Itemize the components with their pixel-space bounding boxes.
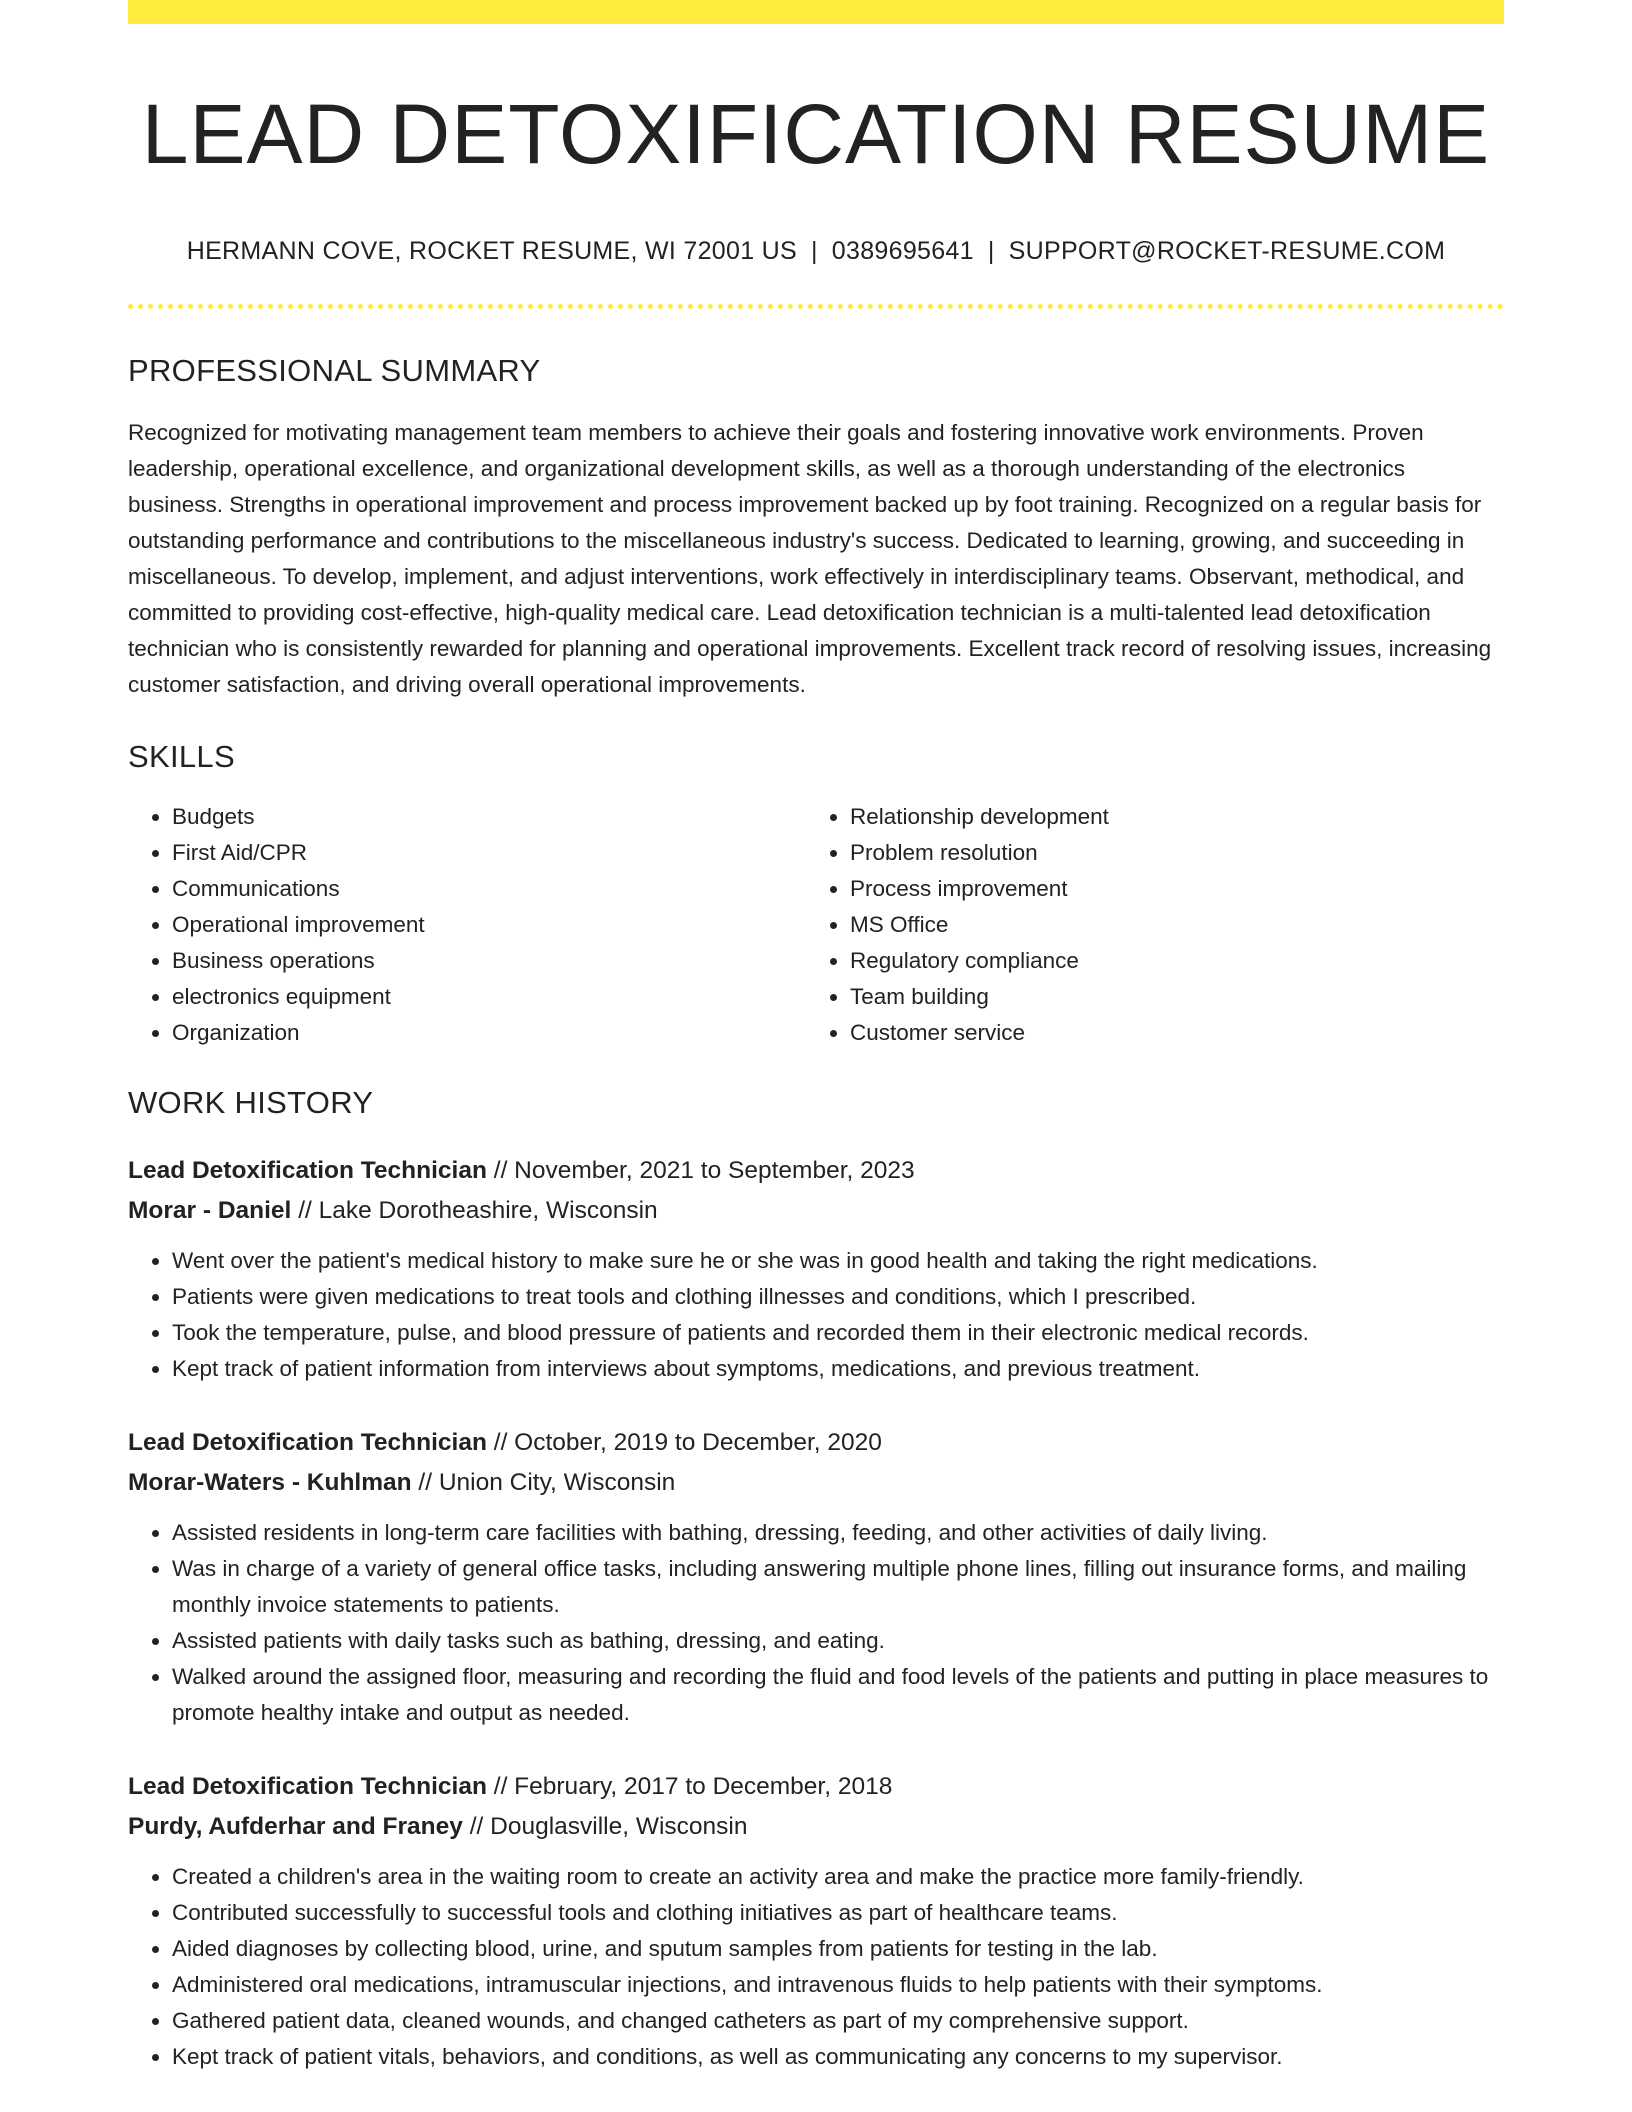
job-entry (128, 1423, 1504, 1731)
job-title: Lead Detoxification Technician (128, 1772, 487, 1800)
job-bullet: • Went over the patient's medical history to make sure he or she was in good health and taking the right medications. (172, 1243, 1504, 1279)
job-bullet: • Administered oral medications, intramuscular injections, and intravenous fluids to help patients with their symptoms. (172, 1967, 1504, 2003)
summary-heading: PROFESSIONAL SUMMARY (128, 352, 541, 388)
job-entry (128, 1151, 1504, 1387)
skill-item: • Regulatory compliance (850, 943, 1484, 979)
job-company: Purdy, Aufderhar and Franey (128, 1812, 463, 1840)
skill-item: • Budgets (172, 799, 806, 835)
summary-text: Recognized for motivating management team members to achieve their goals and fostering innovative work environments. Proven leadership, operational excellence, and organizational development skills, as well as a thorough understanding of the electronics business. Strengths in operational improvement and process improvement backed up by foot training. Recognized on a regular basis for outstanding performance and contributions to the miscellaneous industry's success. Dedicated to learning, growing, and succeeding in miscellaneous. To develop, implement, and adjust interventions, work effectively in interdisciplinary teams. Observant, methodical, and committed to providing cost-effective, high-quality medical care. Lead detoxification technician is a multi-talented lead detoxification technician who is consistently rewarded for planning and operational improvements. Excellent track record of resolving issues, increasing customer satisfaction, and driving overall operational improvements. (128, 419, 1492, 697)
job-dates: // October, 2019 to December, 2020 (493, 1428, 882, 1456)
resume-content (128, 0, 1504, 2075)
skill-item: • Process improvement (850, 871, 1484, 907)
job-company-line (128, 1463, 1504, 1503)
skill-item: • First Aid/CPR (172, 835, 806, 871)
job-bullet: • Contributed successfully to successful tools and clothing initiatives as part of healthcare teams. (172, 1895, 1504, 1931)
skills-column-left (128, 799, 806, 1051)
job-bullet: • Created a children's area in the waiting room to create an activity area and make the practice more family-friendly. (172, 1859, 1504, 1895)
skill-item: • Team building (850, 979, 1484, 1015)
skill-item: • Organization (172, 1015, 806, 1051)
job-company: Morar-Waters - Kuhlman (128, 1468, 412, 1496)
job-title-line (128, 1151, 1504, 1191)
job-bullet: • Walked around the assigned floor, measuring and recording the fluid and food levels of the patients and putting in place measures to promote healthy intake and output as needed. (172, 1659, 1504, 1731)
skill-item: • Business operations (172, 943, 806, 979)
dotted-divider (128, 304, 1504, 309)
contact-address: HERMANN COVE, ROCKET RESUME, WI 72001 US (186, 236, 797, 265)
skills-heading: SKILLS (128, 738, 235, 774)
job-bullet: • Patients were given medications to treat tools and clothing illnesses and conditions, which I prescribed. (172, 1279, 1504, 1315)
job-title: Lead Detoxification Technician (128, 1156, 487, 1184)
job-bullet: • Took the temperature, pulse, and blood pressure of patients and recorded them in their electronic medical records. (172, 1315, 1504, 1351)
skill-item: • electronics equipment (172, 979, 806, 1015)
top-accent-bar (128, 0, 1504, 24)
contact-email: SUPPORT@ROCKET-RESUME.COM (1008, 236, 1446, 265)
job-company-line (128, 1191, 1504, 1231)
skill-item: • MS Office (850, 907, 1484, 943)
job-bullets (128, 1859, 1504, 2075)
skills-column-right (806, 799, 1484, 1051)
job-company-line (128, 1807, 1504, 1847)
job-bullet: • Kept track of patient vitals, behaviors, and conditions, as well as communicating any concerns to my supervisor. (172, 2039, 1504, 2075)
contact-phone: 0389695641 (831, 236, 974, 265)
job-location: // Union City, Wisconsin (418, 1468, 676, 1496)
job-bullet: • Aided diagnoses by collecting blood, urine, and sputum samples from patients for testing in the lab. (172, 1931, 1504, 1967)
resume-title: LEAD DETOXIFICATION RESUME (141, 87, 1491, 181)
job-bullets (128, 1515, 1504, 1731)
contact-separator: | (987, 236, 995, 265)
skill-item: • Relationship development (850, 799, 1484, 835)
skill-item: • Communications (172, 871, 806, 907)
job-company: Morar - Daniel (128, 1196, 292, 1224)
job-bullet: • Assisted patients with daily tasks such as bathing, dressing, and eating. (172, 1623, 1504, 1659)
job-title-line (128, 1423, 1504, 1463)
job-location: // Lake Dorotheashire, Wisconsin (298, 1196, 658, 1224)
job-bullet: • Was in charge of a variety of general office tasks, including answering multiple phone lines, filling out insurance forms, and mailing monthly invoice statements to patients. (172, 1551, 1504, 1623)
work-history-heading: WORK HISTORY (128, 1084, 374, 1120)
job-dates: // November, 2021 to September, 2023 (493, 1156, 915, 1184)
job-location: // Douglasville, Wisconsin (469, 1812, 748, 1840)
skill-item: • Customer service (850, 1015, 1484, 1051)
skill-item: • Operational improvement (172, 907, 806, 943)
job-bullet: • Gathered patient data, cleaned wounds, and changed catheters as part of my comprehensive support. (172, 2003, 1504, 2039)
job-entry (128, 1767, 1504, 2075)
skill-item: • Problem resolution (850, 835, 1484, 871)
contact-separator: | (811, 236, 818, 265)
job-bullet: • Assisted residents in long-term care facilities with bathing, dressing, feeding, and other activities of daily living. (172, 1515, 1504, 1551)
job-bullet: • Kept track of patient information from interviews about symptoms, medications, and previous treatment. (172, 1351, 1504, 1387)
contact-line (128, 237, 1504, 266)
job-dates: // February, 2017 to December, 2018 (493, 1772, 893, 1800)
job-title: Lead Detoxification Technician (128, 1428, 487, 1456)
job-title-line (128, 1767, 1504, 1807)
job-bullets (128, 1243, 1504, 1387)
skills-list (128, 799, 1504, 1051)
